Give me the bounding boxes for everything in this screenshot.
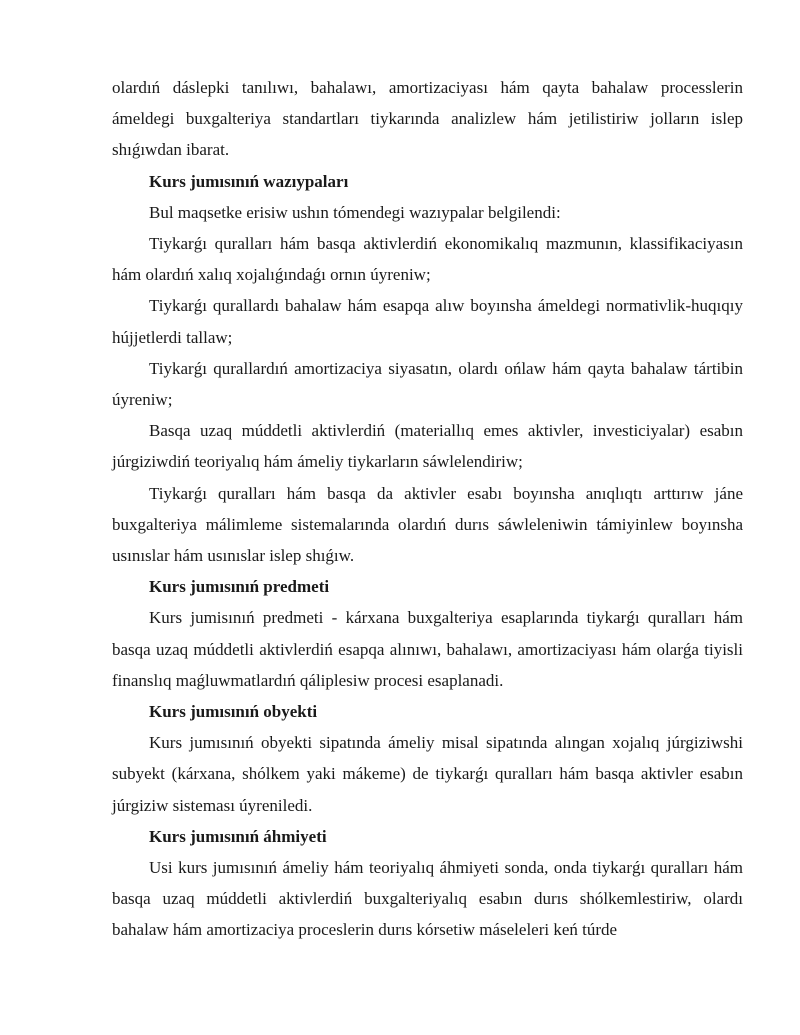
paragraph: Tiykarǵı quralları hám basqa da aktivler esabı boyınsha anıqlıqtı arttırıw jáne buxgalteriya málimleme sistemalarında olardıń durıs sáwleleniwin támiyinlew boyınsha usınıslar hám usınıslar islep shıǵıw.	[112, 483, 743, 566]
paragraph: Usi kurs jumısınıń ámeliy hám teoriyalıq áhmiyeti sonda, onda tiykarǵı quralları hám basqa uzaq múddetli aktivlerdiń buxgalteriyalıq esabın durıs shólkemlestiriw, olardı bahalaw hám amortizaciya proceslerin durıs kórsetiw máseleleri keń túrde	[112, 858, 743, 940]
section-heading-tasks: Kurs jumısınıń wazıypaları	[149, 171, 349, 191]
paragraph: Kurs jumısınıń obyekti sipatında ámeliy misal sipatında alıngan xojalıq júrgiziwshi subyekt (kárxana, shólkem yaki mákeme) de tiykarǵı quralları hám basqa aktivler esabın júrgiziw sisteması úyreniledi.	[112, 733, 743, 815]
paragraph: Kurs jumisınıń predmeti - kárxana buxgalteriya esaplarında tiykarǵı quralları hám basqa uzaq múddetli aktivlerdiń esapqa alınıwı, bahalawı, amortizaciyası hám olarǵa tiyisli finanslıq maǵluwmatlardıń qáliplesiw procesi esaplanadi.	[112, 608, 743, 690]
paragraph: Bul maqsetke erisiw ushın tómendegi wazıypalar belgilendi:	[149, 202, 561, 222]
paragraph: Tiykarǵı quralları hám basqa aktivlerdiń ekonomikalıq mazmunın, klassifikaciyasın hám olardıń xalıq xojalıǵındaǵı ornın úyreniw;	[112, 234, 743, 285]
section-heading-importance: Kurs jumısınıń áhmiyeti	[149, 826, 327, 846]
paragraph: Basqa uzaq múddetli aktivlerdiń (materiallıq emes aktivler, investiciyalar) esabın júrgiziwdiń teoriyalıq hám ámeliy tiykarların sáwlelendiriw;	[112, 421, 743, 472]
paragraph: Tiykarǵı qurallardıń amortizaciya siyasatın, olardı ońlaw hám qayta bahalaw tártibin úyreniw;	[112, 358, 743, 410]
paragraph: Tiykarǵı qurallardı bahalaw hám esapqa alıw boyınsha ámeldegi normativlik-huqıqıy hújjetlerdi tallaw;	[112, 296, 743, 347]
document-body	[112, 72, 743, 946]
intro-paragraph: olardıń dáslepki tanılıwı, bahalawı, amortizaciyası hám qayta bahalaw processlerin ámeldegi buxgalteriya standartları tiykarında analizlew hám jetilistiriw jolların islep shıǵıwdan ibarat.	[112, 78, 743, 160]
section-heading-object: Kurs jumısınıń obyekti	[149, 702, 318, 722]
section-heading-subject: Kurs jumısınıń predmeti	[149, 577, 330, 597]
